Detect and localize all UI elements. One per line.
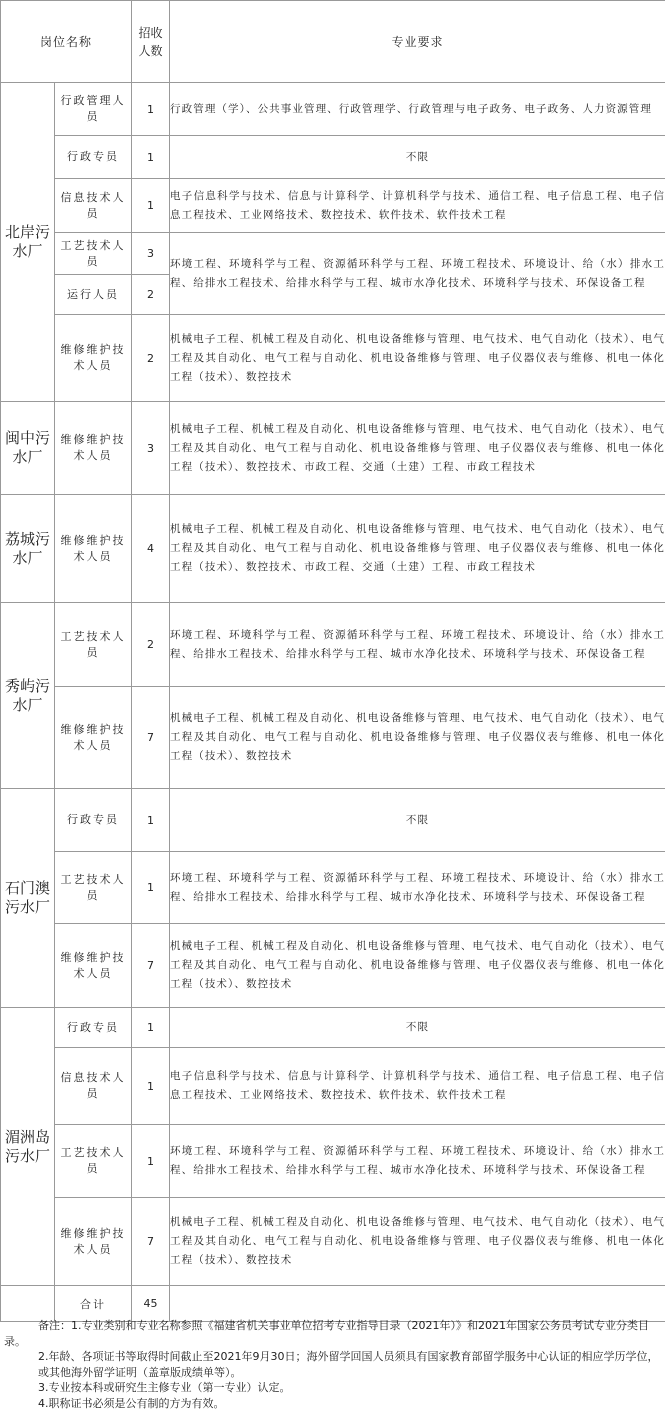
note-4: 4.职称证书必须是公有制的方为有效。 <box>0 1396 665 1411</box>
table-row <box>1 687 665 789</box>
major-requirement: 机械电子工程、机械工程及自动化、机电设备维修与管理、电气技术、电气自动化（技术）、电气工程及其自动化、电气工程与自动化、机电设备维修与管理、电子仪器仪表与维修、机电一体化工程（技术）、数控技术 <box>170 687 665 789</box>
major-requirement: 不限 <box>170 1008 665 1048</box>
unit-name-xiuyu: 秀屿污水厂 <box>1 603 55 789</box>
table-row <box>1 1125 665 1198</box>
total-blank-cell <box>170 1286 665 1322</box>
total-value: 45 <box>132 1286 170 1322</box>
headcount: 4 <box>132 495 170 603</box>
post-name: 维修维护技术人员 <box>55 402 132 495</box>
post-name: 行政管理人员 <box>55 83 132 136</box>
major-requirement: 电子信息科学与技术、信息与计算科学、计算机科学与技术、通信工程、电子信息工程、电子信息工程技术、工业网络技术、数控技术、软件技术、软件技术工程 <box>170 179 665 233</box>
post-name: 维修维护技术人员 <box>55 687 132 789</box>
header-post-name: 岗位名称 <box>1 1 132 83</box>
major-requirement: 机械电子工程、机械工程及自动化、机电设备维修与管理、电气技术、电气自动化（技术）、电气工程及其自动化、电气工程与自动化、机电设备维修与管理、电子仪器仪表与维修、机电一体化工程（技术）、数控技术 <box>170 924 665 1008</box>
total-blank-cell <box>1 1286 55 1322</box>
header-requirement: 专业要求 <box>170 1 665 83</box>
major-requirement: 不限 <box>170 136 665 179</box>
post-name: 行政专员 <box>55 789 132 852</box>
headcount: 1 <box>132 1125 170 1198</box>
headcount: 1 <box>132 83 170 136</box>
header-count: 招收人数 <box>132 1 170 83</box>
major-requirement: 环境工程、环境科学与工程、资源循环科学与工程、环境工程技术、环境设计、给（水）排水工程、给排水工程技术、给排水科学与工程、城市水净化技术、环境科学与技术、环保设备工程 <box>170 233 665 315</box>
headcount: 2 <box>132 275 170 315</box>
headcount: 7 <box>132 687 170 789</box>
post-name: 工艺技术人员 <box>55 852 132 924</box>
table-row <box>1 83 665 136</box>
headcount: 1 <box>132 789 170 852</box>
post-name: 维修维护技术人员 <box>55 1198 132 1286</box>
major-requirement: 机械电子工程、机械工程及自动化、机电设备维修与管理、电气技术、电气自动化（技术）、电气工程及其自动化、电气工程与自动化、机电设备维修与管理、电子仪器仪表与维修、机电一体化工程（技术）、数控技术、市政工程、交通（土建）工程、市政工程技术 <box>170 495 665 603</box>
table-row <box>1 402 665 495</box>
note-2: 2.年龄、各项证书等取得时间截止至2021年9月30日；海外留学回国人员须具有国家教育部留学服务中心认证的相应学历学位，或其他海外留学证明（盖章版成绩单等）。 <box>0 1349 665 1380</box>
post-name: 行政专员 <box>55 1008 132 1048</box>
table-row <box>1 1048 665 1125</box>
major-requirement: 电子信息科学与技术、信息与计算科学、计算机科学与技术、通信工程、电子信息工程、电子信息工程技术、工业网络技术、数控技术、软件技术、软件技术工程 <box>170 1048 665 1125</box>
table-row <box>1 603 665 687</box>
post-name: 工艺技术人员 <box>55 1125 132 1198</box>
note-1: 备注：1.专业类别和专业名称参照《福建省机关事业单位招考专业指导目录（2021年）》和2021年国家公务员考试专业分类目录。 <box>0 1318 665 1349</box>
major-requirement: 机械电子工程、机械工程及自动化、机电设备维修与管理、电气技术、电气自动化（技术）、电气工程及其自动化、电气工程与自动化、机电设备维修与管理、电子仪器仪表与维修、机电一体化工程（技术）、数控技术、市政工程、交通（土建）工程、市政工程技术 <box>170 402 665 495</box>
headcount: 3 <box>132 233 170 275</box>
note-3: 3.专业按本科或研究生主修专业（第一专业）认定。 <box>0 1380 665 1396</box>
post-name: 行政专员 <box>55 136 132 179</box>
table-row <box>1 495 665 603</box>
major-requirement: 环境工程、环境科学与工程、资源循环科学与工程、环境工程技术、环境设计、给（水）排水工程、给排水工程技术、给排水科学与工程、城市水净化技术、环境科学与技术、环保设备工程 <box>170 603 665 687</box>
post-name: 维修维护技术人员 <box>55 315 132 402</box>
unit-name-shimenao: 石门澳污水厂 <box>1 789 55 1008</box>
major-requirement: 环境工程、环境科学与工程、资源循环科学与工程、环境工程技术、环境设计、给（水）排水工程、给排水工程技术、给排水科学与工程、城市水净化技术、环境科学与技术、环保设备工程 <box>170 1125 665 1198</box>
unit-name-beian: 北岸污水厂 <box>1 83 55 402</box>
major-requirement: 环境工程、环境科学与工程、资源循环科学与工程、环境工程技术、环境设计、给（水）排水工程、给排水工程技术、给排水科学与工程、城市水净化技术、环境科学与技术、环保设备工程 <box>170 852 665 924</box>
post-name: 维修维护技术人员 <box>55 924 132 1008</box>
headcount: 1 <box>132 136 170 179</box>
headcount: 1 <box>132 852 170 924</box>
unit-name-licheng: 荔城污水厂 <box>1 495 55 603</box>
total-label: 合计 <box>55 1286 132 1322</box>
major-requirement: 机械电子工程、机械工程及自动化、机电设备维修与管理、电气技术、电气自动化（技术）、电气工程及其自动化、电气工程与自动化、机电设备维修与管理、电子仪器仪表与维修、机电一体化工程（技术）、数控技术 <box>170 1198 665 1286</box>
notes-block <box>0 1318 665 1411</box>
total-row <box>1 1286 665 1322</box>
major-requirement: 行政管理（学）、公共事业管理、行政管理学、行政管理与电子政务、电子政务、人力资源管理 <box>170 83 665 136</box>
major-requirement: 机械电子工程、机械工程及自动化、机电设备维修与管理、电气技术、电气自动化（技术）、电气工程及其自动化、电气工程与自动化、机电设备维修与管理、电子仪器仪表与维修、机电一体化工程（技术）、数控技术 <box>170 315 665 402</box>
post-name: 维修维护技术人员 <box>55 495 132 603</box>
header-row <box>1 1 665 83</box>
post-name: 运行人员 <box>55 275 132 315</box>
table-row <box>1 1008 665 1048</box>
unit-name-minzhong: 闽中污水厂 <box>1 402 55 495</box>
headcount: 1 <box>132 1048 170 1125</box>
table-row <box>1 315 665 402</box>
major-requirement: 不限 <box>170 789 665 852</box>
headcount: 2 <box>132 603 170 687</box>
post-name: 工艺技术人员 <box>55 603 132 687</box>
table-row <box>1 924 665 1008</box>
headcount: 2 <box>132 315 170 402</box>
post-name: 信息技术人员 <box>55 179 132 233</box>
table-row <box>1 136 665 179</box>
post-name: 信息技术人员 <box>55 1048 132 1125</box>
headcount: 1 <box>132 1008 170 1048</box>
table-row <box>1 179 665 233</box>
table-row <box>1 852 665 924</box>
headcount: 7 <box>132 924 170 1008</box>
headcount: 7 <box>132 1198 170 1286</box>
table-row <box>1 789 665 852</box>
table-row <box>1 233 665 275</box>
headcount: 1 <box>132 179 170 233</box>
table-row <box>1 1198 665 1286</box>
headcount: 3 <box>132 402 170 495</box>
post-name: 工艺技术人员 <box>55 233 132 275</box>
unit-name-meizhoudao: 湄洲岛污水厂 <box>1 1008 55 1286</box>
